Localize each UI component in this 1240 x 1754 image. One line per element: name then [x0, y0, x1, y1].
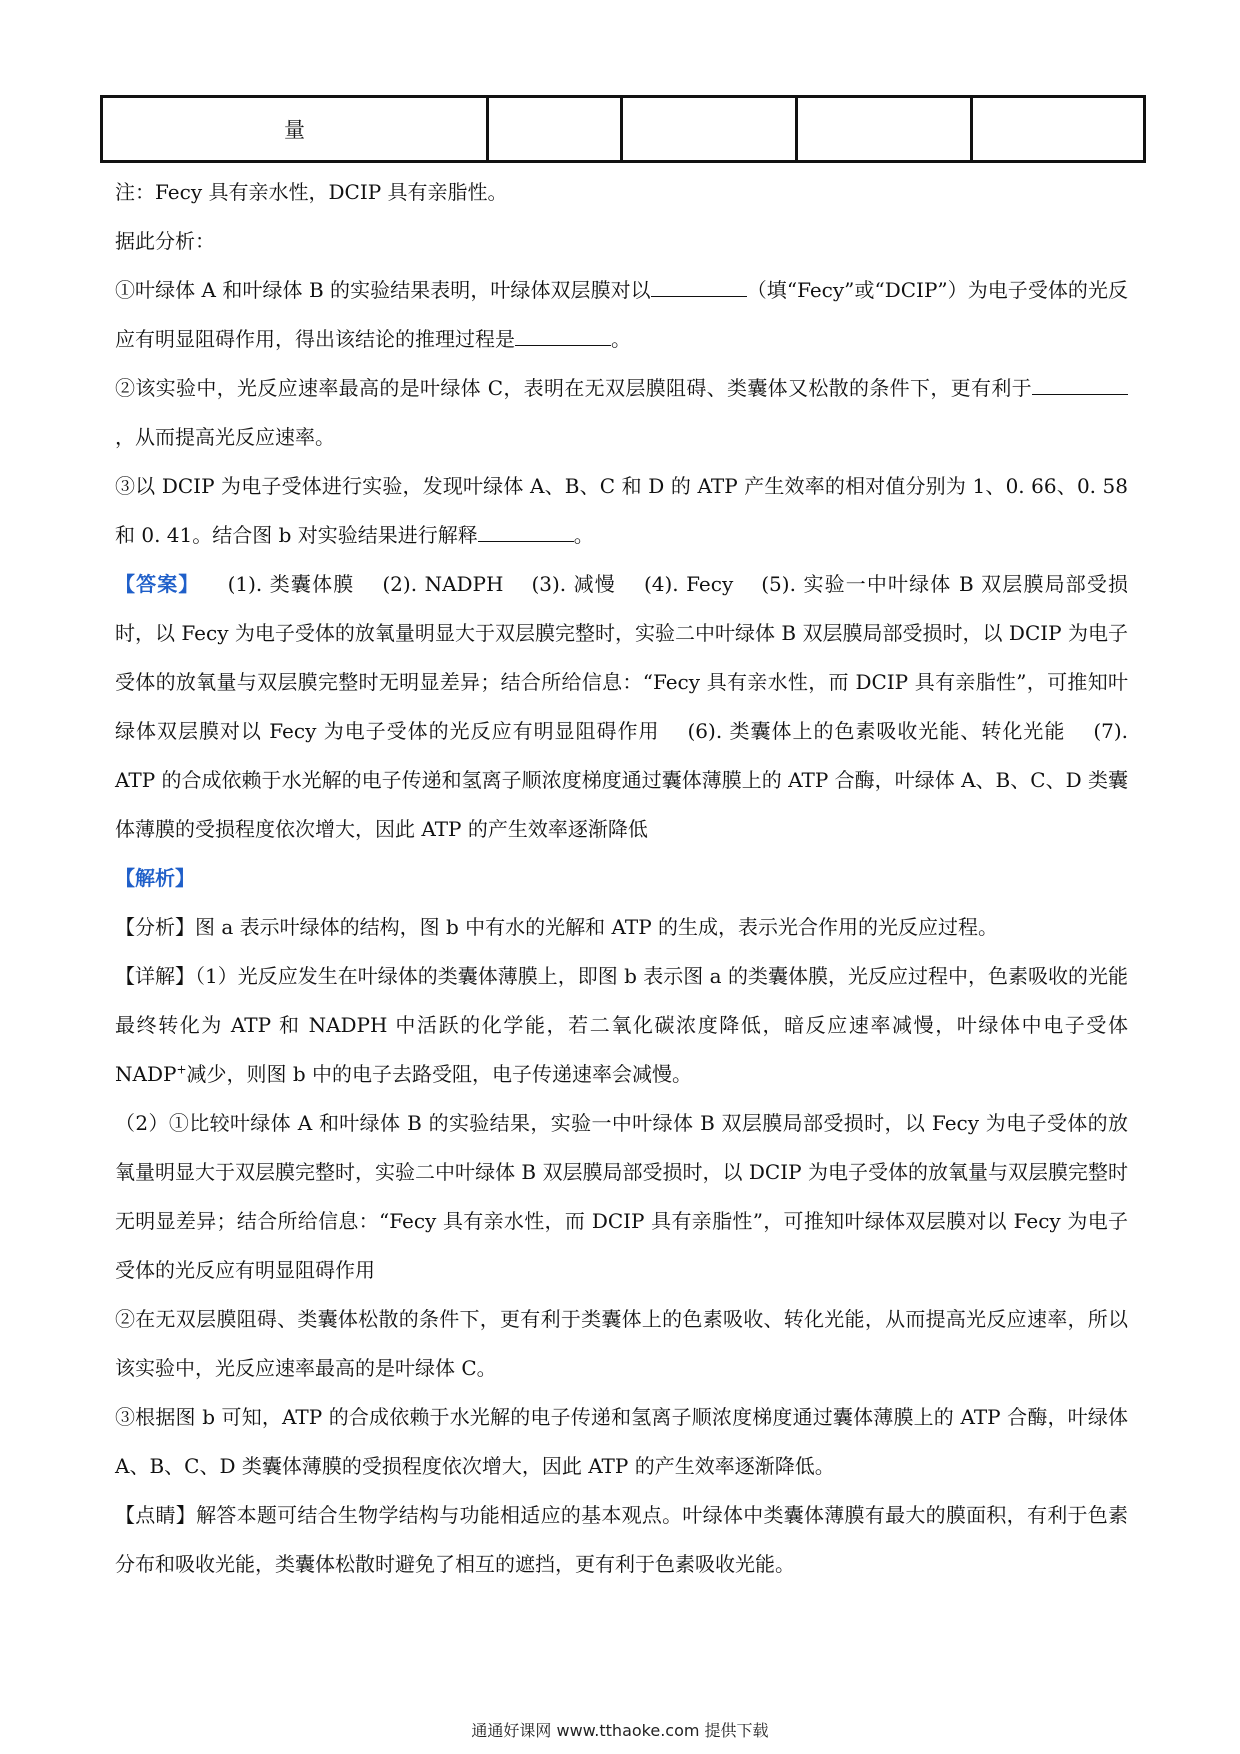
table-note: 注：Fecy 具有亲水性，DCIP 具有亲脂性。 [115, 180, 508, 204]
page-footer: 通通好课网 www.tthaoke.com 提供下载 [471, 1721, 769, 1740]
answer-item-7: (7). ATP 的合成依赖于水光解的电子传递和氢离子顺浓度梯度通过囊体薄膜上的 ATP 合酶，叶绿体 A、B、C、D 类囊体薄膜的受损程度依次增大，因此 ATP 的产生效率逐渐降低 [115, 719, 1128, 841]
question-2-text-a: ②该实验中，光反应速率最高的是叶绿体 C，表明在无双层膜阻碍、类囊体又松散的条件下，更有利于 [115, 376, 1032, 400]
answer-blank [1032, 374, 1128, 395]
detail-text-b: 减少，则图 b 中的电子去路受阻，电子传递速率会减慢。 [186, 1062, 693, 1086]
question-1-text-c: 。 [611, 327, 631, 351]
detail-paragraph-1 [115, 952, 1128, 1099]
question-1-text-a: ①叶绿体 A 和叶绿体 B 的实验结果表明，叶绿体双层膜对以 [115, 278, 651, 302]
table-row-label: 量 [102, 97, 488, 162]
table-cell [488, 97, 622, 162]
question-3-text-b: 。 [573, 523, 594, 547]
main-content [115, 168, 1128, 1589]
question-2-text-b: ，从而提高光反应速率。 [115, 425, 335, 449]
analysis-text: 图 a 表示叶绿体的结构，图 b 中有水的光解和 ATP 的生成，表示光合作用的光反应过程。 [195, 915, 999, 939]
table-cell [622, 97, 797, 162]
question-3 [115, 462, 1128, 560]
answer-item-5: (5). 实验一中叶绿体 B 双层膜局部受损时，以 Fecy 为电子受体的放氧量明显大于双层膜完整时，实验二中叶绿体 B 双层膜局部受损时，以 DCIP 为电子受体的放氧量与双层膜完整时无明显差异；结合所给信息：“Fecy 具有亲水性，而 DCIP 具有亲脂性”，可推知叶绿体双层膜对以 Fecy 为电子受体的光反应有明显阻碍作用 [115, 572, 1129, 743]
question-2 [115, 364, 1128, 462]
explanation-tag: 【解析】 [115, 866, 195, 890]
question-3-text-a: ③以 DCIP 为电子受体进行实验，发现叶绿体 A、B、C 和 D 的 ATP 产生效率的相对值分别为 1、0. 66、0. 58 和 0. 41。结合图 b 对实验结果进行解释 [115, 474, 1128, 547]
detail-text-a: （1）光反应发生在叶绿体的类囊体薄膜上，即图 b 表示图 a 的类囊体膜，光反应过程中，色素吸收的光能最终转化为 ATP 和 NADPH 中活跃的化学能，若二氧化碳浓度降低，暗反应速率减慢，叶绿体中电子受体 NADP [115, 964, 1128, 1086]
answer-item-3: (3). 减慢 [531, 572, 616, 596]
analysis-intro: 据此分析： [115, 229, 215, 253]
answer-section [115, 560, 1128, 854]
question-1 [115, 266, 1128, 364]
table-cell [797, 97, 972, 162]
answer-item-6: (6). 类囊体上的色素吸收光能、转化光能 [687, 719, 1066, 743]
detail-paragraph-2: （2）①比较叶绿体 A 和叶绿体 B 的实验结果，实验一中叶绿体 B 双层膜局部受损时，以 Fecy 为电子受体的放氧量明显大于双层膜完整时，实验二中叶绿体 B 双层膜局部受损时，以 DCIP 为电子受体的放氧量与双层膜完整时无明显差异；结合所给信息：“Fecy 具有亲水性，而 DCIP 具有亲脂性”，可推知叶绿体双层膜对以 Fecy 为电子受体的光反应有明显阻碍作用 [115, 1111, 1128, 1282]
superscript-plus: + [176, 1062, 187, 1077]
key-point-tag: 【点睛】 [115, 1503, 197, 1527]
analysis-paragraph [115, 903, 1128, 952]
table-row [102, 97, 1145, 162]
answer-item-1: (1). 类囊体膜 [227, 572, 355, 596]
answer-blank [478, 521, 574, 542]
answer-blank [651, 276, 747, 297]
answer-blank [515, 325, 611, 346]
answer-item-4: (4). Fecy [643, 572, 734, 596]
answer-item-2: (2). NADPH [382, 572, 504, 596]
question-1-text-b: （填“Fecy”或“DCIP”）为电子受体的光反应有明显阻碍作用，得出该结论的推理过程是 [115, 278, 1128, 351]
detail-paragraph-3: ②在无双层膜阻碍、类囊体松散的条件下，更有利于类囊体上的色素吸收、转化光能，从而提高光反应速率，所以该实验中，光反应速率最高的是叶绿体 C。 [115, 1307, 1128, 1380]
key-point-text: 解答本题可结合生物学结构与功能相适应的基本观点。叶绿体中类囊体薄膜有最大的膜面积，有利于色素分布和吸收光能，类囊体松散时避免了相互的遮挡，更有利于色素吸收光能。 [115, 1503, 1129, 1576]
explanation-heading [115, 854, 1128, 903]
detail-paragraph-4: ③根据图 b 可知，ATP 的合成依赖于水光解的电子传递和氢离子顺浓度梯度通过囊体薄膜上的 ATP 合酶，叶绿体 A、B、C、D 类囊体薄膜的受损程度依次增大，因此 ATP 的产生效率逐渐降低。 [115, 1405, 1128, 1478]
table-cell [972, 97, 1145, 162]
detail-tag: 【详解】 [115, 964, 196, 988]
analysis-tag: 【分析】 [115, 915, 195, 939]
key-point-paragraph [115, 1491, 1128, 1589]
data-table-fragment [100, 95, 1146, 163]
answer-tag: 【答案】 [115, 572, 200, 596]
